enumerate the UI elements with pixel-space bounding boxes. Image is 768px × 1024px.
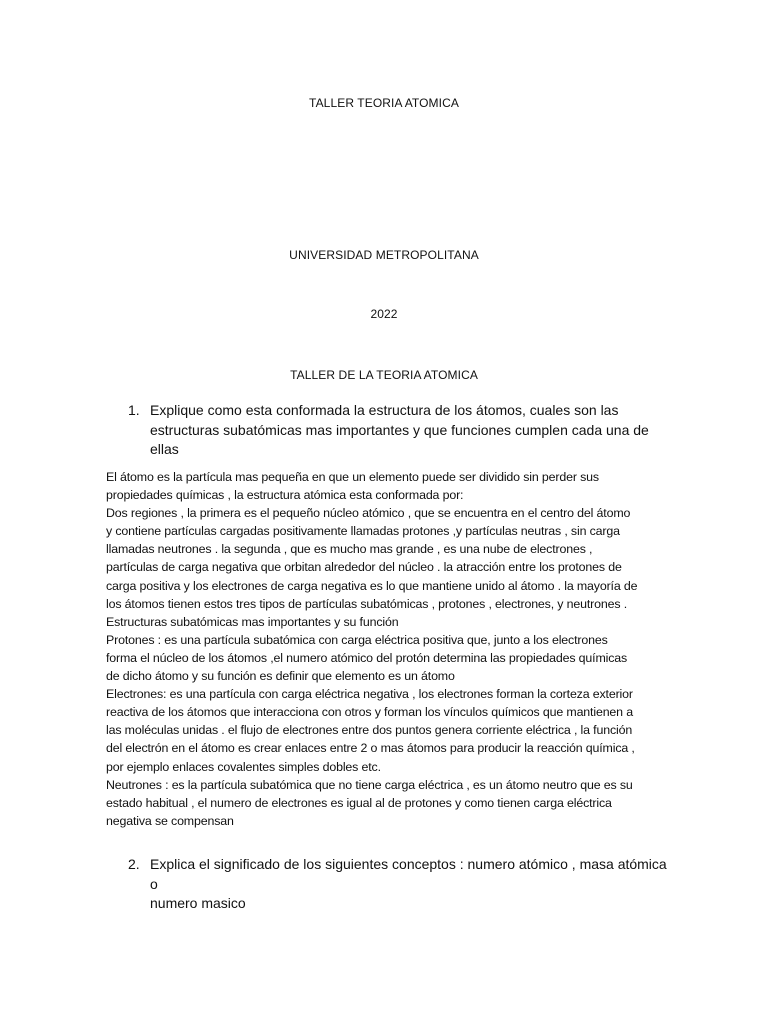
answer-line: negativa se compensan — [106, 813, 234, 828]
answer-line: forma el núcleo de los átomos ,el numero atómico del protón determina las propiedades químicas — [106, 650, 628, 665]
answer-line: del electrón en el átomo es crear enlaces entre 2 o mas átomos para producir la reacción química , — [106, 741, 635, 756]
answer-line: y contiene partículas cargadas positivamente llamadas protones ,y partículas neutras , sin carga — [106, 524, 620, 539]
answer-line: propiedades químicas , la estructura atómica esta conformada por: — [106, 488, 464, 503]
answer-line: por ejemplo enlaces covalentes simples dobles etc. — [106, 759, 381, 774]
question-1 — [128, 401, 668, 460]
answer-line: llamadas neutrones . la segunda , que es mucho mas grande , es una nube de electrones , — [106, 542, 593, 557]
question-1-number: 1. — [128, 402, 140, 418]
answer-line: los átomos tienen estos tres tipos de partículas subatómicas , protones , electrones, y neutrones . — [106, 596, 627, 611]
university-name: UNIVERSIDAD METROPOLITANA — [289, 248, 479, 262]
answer-line: Neutrones : es la partícula subatómica que no tiene carga eléctrica , es un átomo neutro que es su — [106, 777, 633, 792]
document-year: 2022 — [370, 307, 398, 321]
answer-line: El átomo es la partícula mas pequeña en que un elemento puede ser dividido sin perder sus — [106, 470, 599, 484]
answer-line: carga positiva y los electrones de carga negativa es lo que mantiene unido al átomo . la mayoría de — [106, 578, 638, 593]
question-1-line: Explique como esta conformada la estructura de los átomos, cuales son las — [150, 402, 619, 418]
answer-line: partículas de carga negativa que orbitan alrededor del núcleo . la atracción entre los protones de — [106, 560, 622, 575]
answer-1 — [106, 468, 674, 830]
answer-line: Electrones: es una partícula con carga eléctrica negativa , los electrones forman la corteza exterior — [106, 687, 633, 702]
answer-line: las moléculas unidas . el flujo de electrones entre dos puntos genera corriente eléctrica , la función — [106, 723, 633, 738]
question-2-line: Explica el significado de los siguientes conceptos : numero atómico , masa atómica o — [150, 856, 667, 892]
document-title: TALLER TEORIA ATOMICA — [309, 96, 459, 110]
answer-line: de dicho átomo y su función es definir que elemento es un átomo — [106, 669, 455, 684]
question-1-line: estructuras subatómicas mas importantes y que funciones cumplen cada una de — [150, 421, 649, 438]
answer-line: estado habitual , el numero de electrones es igual al de protones y como tienen carga eléctrica — [106, 795, 612, 810]
question-2-number: 2. — [128, 856, 140, 872]
section-title: TALLER DE LA TEORIA ATOMICA — [290, 368, 478, 382]
question-2-line: numero masico — [150, 895, 246, 911]
question-1-line: ellas — [150, 441, 179, 457]
answer-line: Protones : es una partícula subatómica con carga eléctrica positiva que, junto a los electrones — [106, 632, 608, 647]
answer-line: reactiva de los átomos que interacciona con otros y forman los vínculos químicos que mantienen a — [106, 705, 633, 720]
answer-line: Dos regiones , la primera es el pequeño núcleo atómico , que se encuentra en el centro del átomo — [106, 506, 631, 521]
question-2 — [128, 855, 668, 914]
answer-line: Estructuras subatómicas mas importantes y su función — [106, 614, 399, 629]
